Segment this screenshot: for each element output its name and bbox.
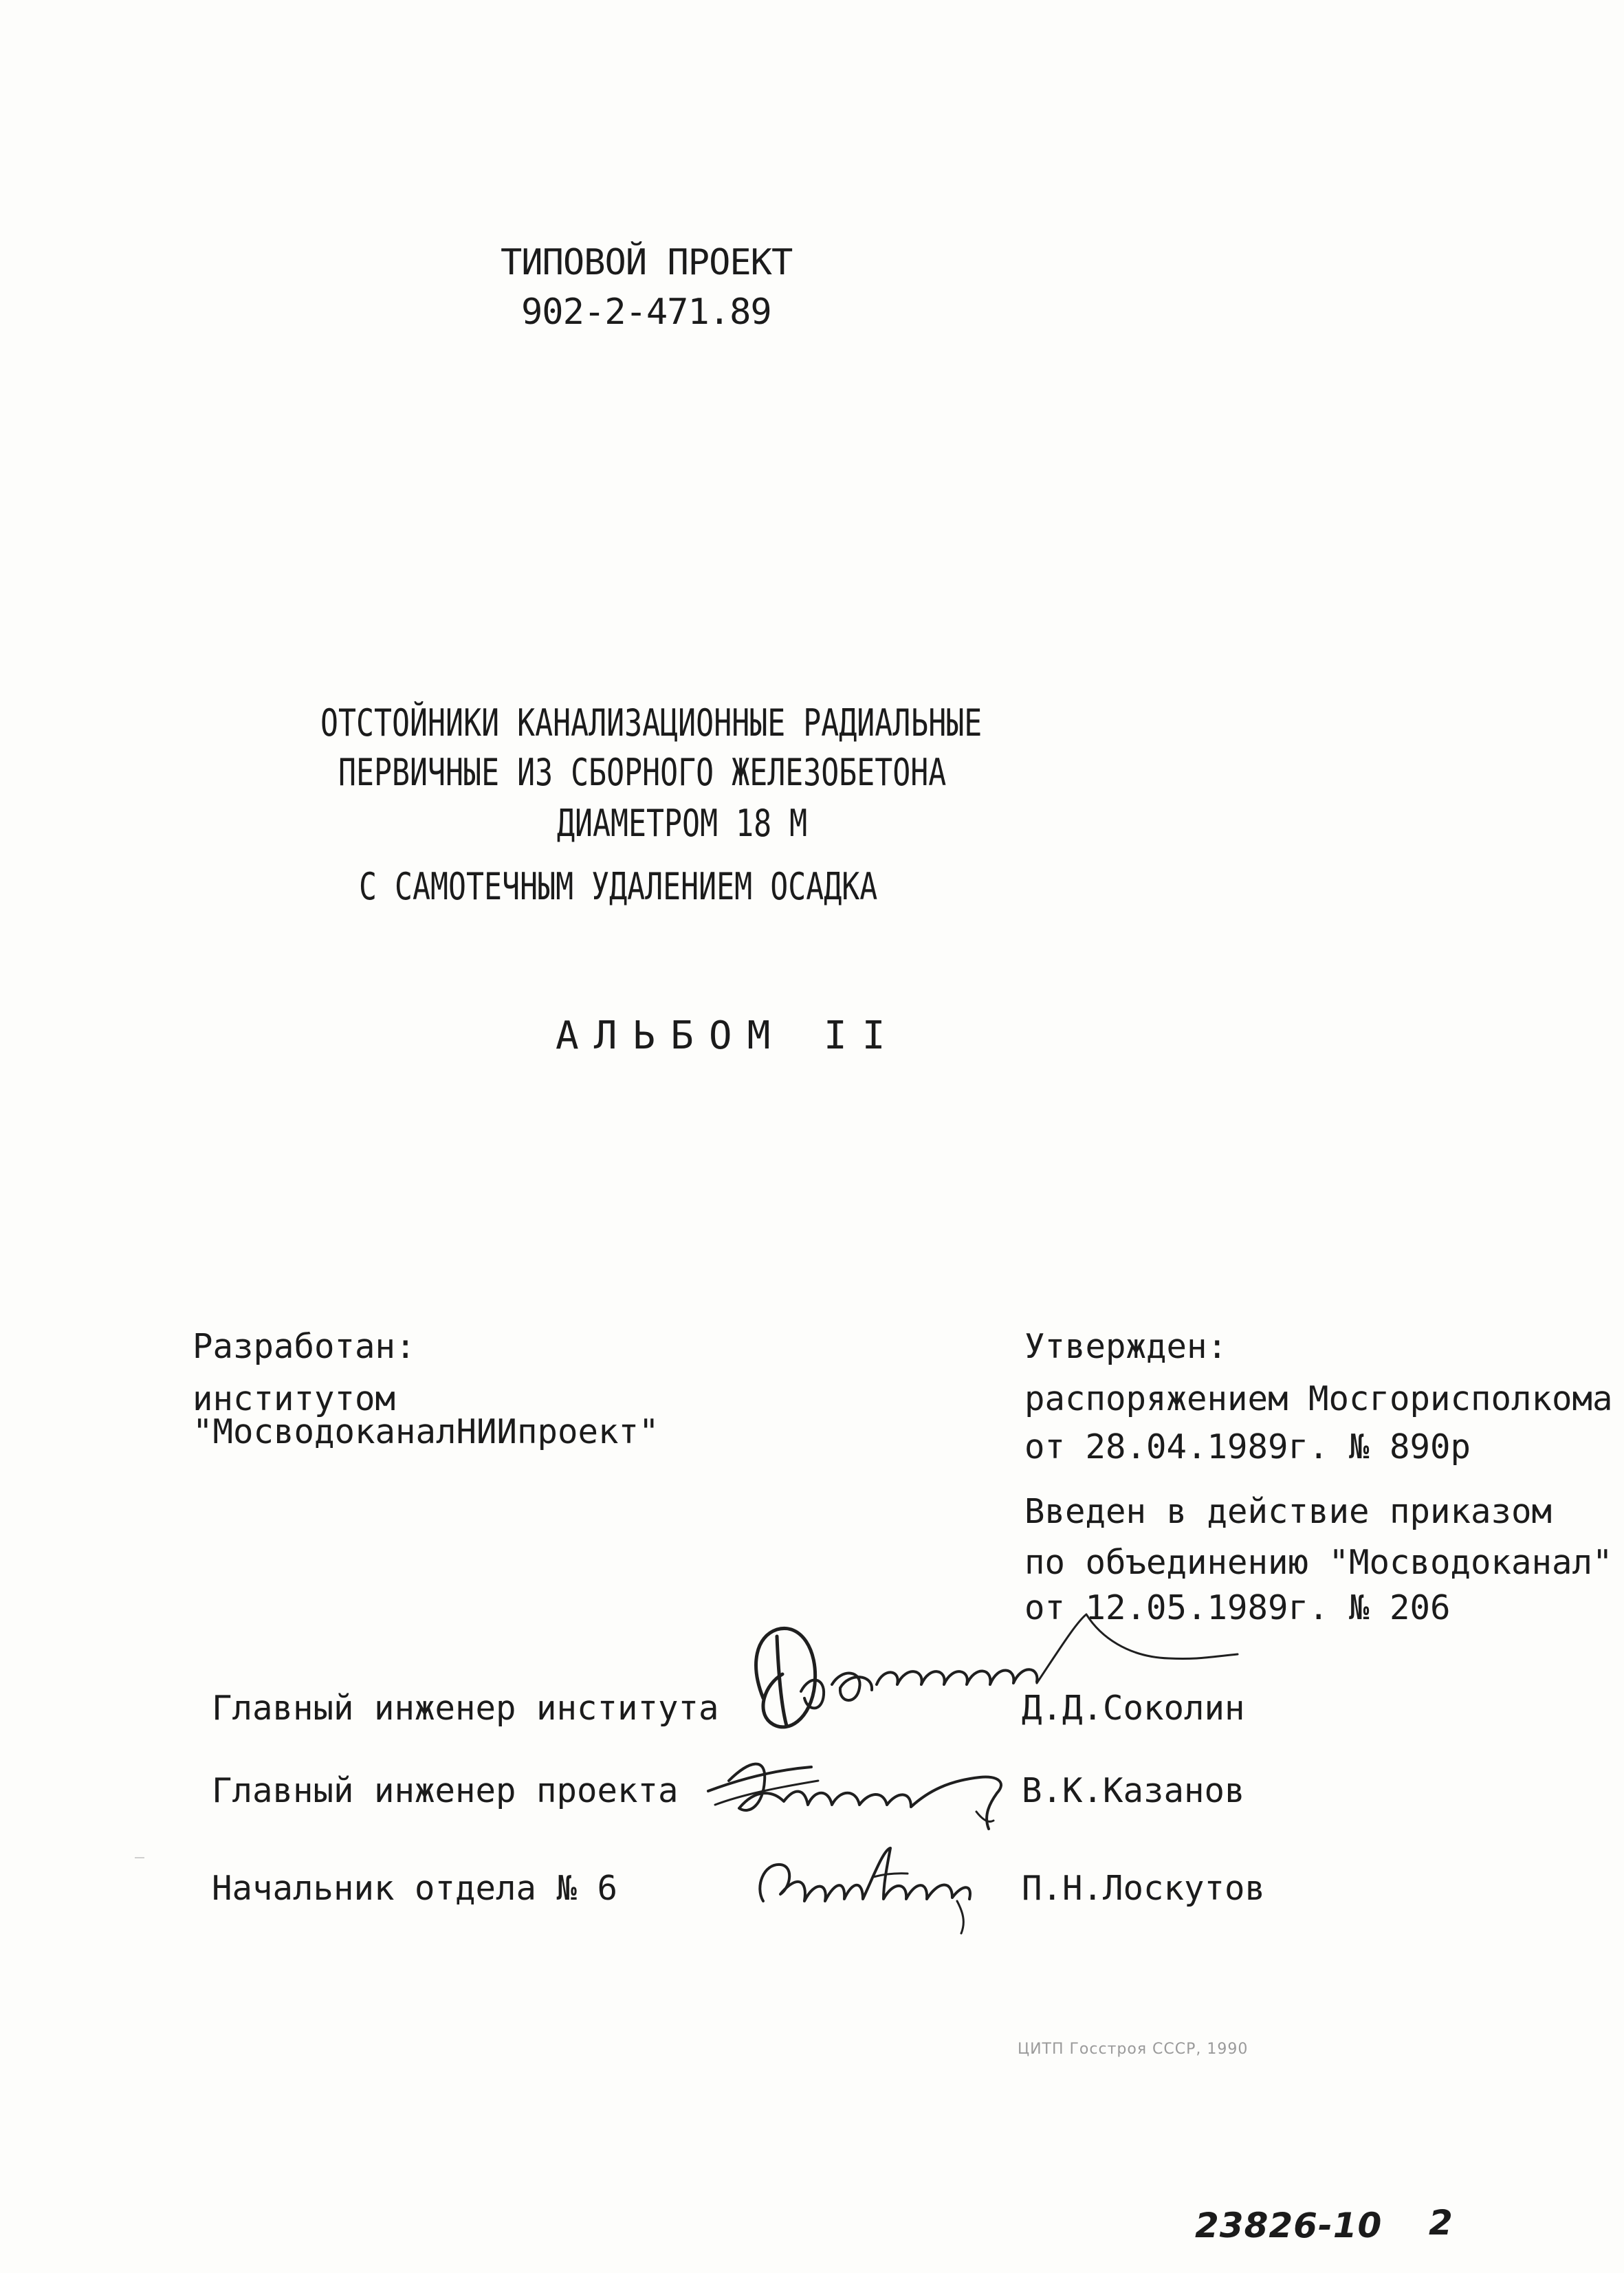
album-label: АЛЬБОМ II [556, 1013, 901, 1058]
signature-role-3: Начальник отдела № 6 [212, 1869, 618, 1908]
approved-line-1: распоряжением Мосгорисполкома [1024, 1379, 1613, 1418]
developed-label: Разработан: [193, 1327, 416, 1366]
page-number: 2 [1429, 2203, 1453, 2243]
document-number: 23826-10 [1195, 2206, 1383, 2245]
signature-name-2: В.К.Казанов [1022, 1771, 1245, 1810]
project-code: 902-2-471.89 [521, 292, 771, 333]
developed-line-2: "МосводоканалНИИпроект" [193, 1412, 659, 1451]
title-line-4: С САМОТЕЧНЫМ УДАЛЕНИЕМ ОСАДКА [359, 865, 878, 908]
title-line-3: ДИАМЕТРОМ 18 М [557, 802, 808, 845]
print-stamp: ЦИТП Госстроя СССР, 1990 [1018, 2041, 1249, 2058]
signature-name-3: П.Н.Лоскутов [1022, 1869, 1266, 1908]
introduced-line-2: по объединению "Мосводоканал" [1024, 1543, 1613, 1582]
title-line-2: ПЕРВИЧНЫЕ ИЗ СБОРНОГО ЖЕЛЕЗОБЕТОНА [338, 751, 947, 794]
signature-kazanov-handwriting [701, 1739, 1045, 1843]
introduced-line-1: Введен в действие приказом [1024, 1492, 1552, 1531]
signature-loskutov-handwriting [743, 1836, 1018, 1939]
project-type: ТИПОВОЙ ПРОЕКТ [501, 242, 793, 283]
approved-label: Утвержден: [1024, 1327, 1228, 1366]
signature-sokolin-handwriting [729, 1609, 1251, 1760]
title-line-1: ОТСТОЙНИКИ КАНАЛИЗАЦИОННЫЕ РАДИАЛЬНЫЕ [320, 701, 983, 745]
developed-line-1: институтом [193, 1379, 396, 1418]
scan-mark [135, 1857, 144, 1858]
signature-role-1: Главный инженер института [212, 1689, 719, 1728]
signature-name-1: Д.Д.Соколин [1022, 1689, 1245, 1728]
signature-role-2: Главный инженер проекта [212, 1771, 679, 1810]
approved-line-2: от 28.04.1989г. № 890р [1024, 1427, 1471, 1467]
introduced-line-3: от 12.05.1989г. № 206 [1024, 1588, 1451, 1627]
